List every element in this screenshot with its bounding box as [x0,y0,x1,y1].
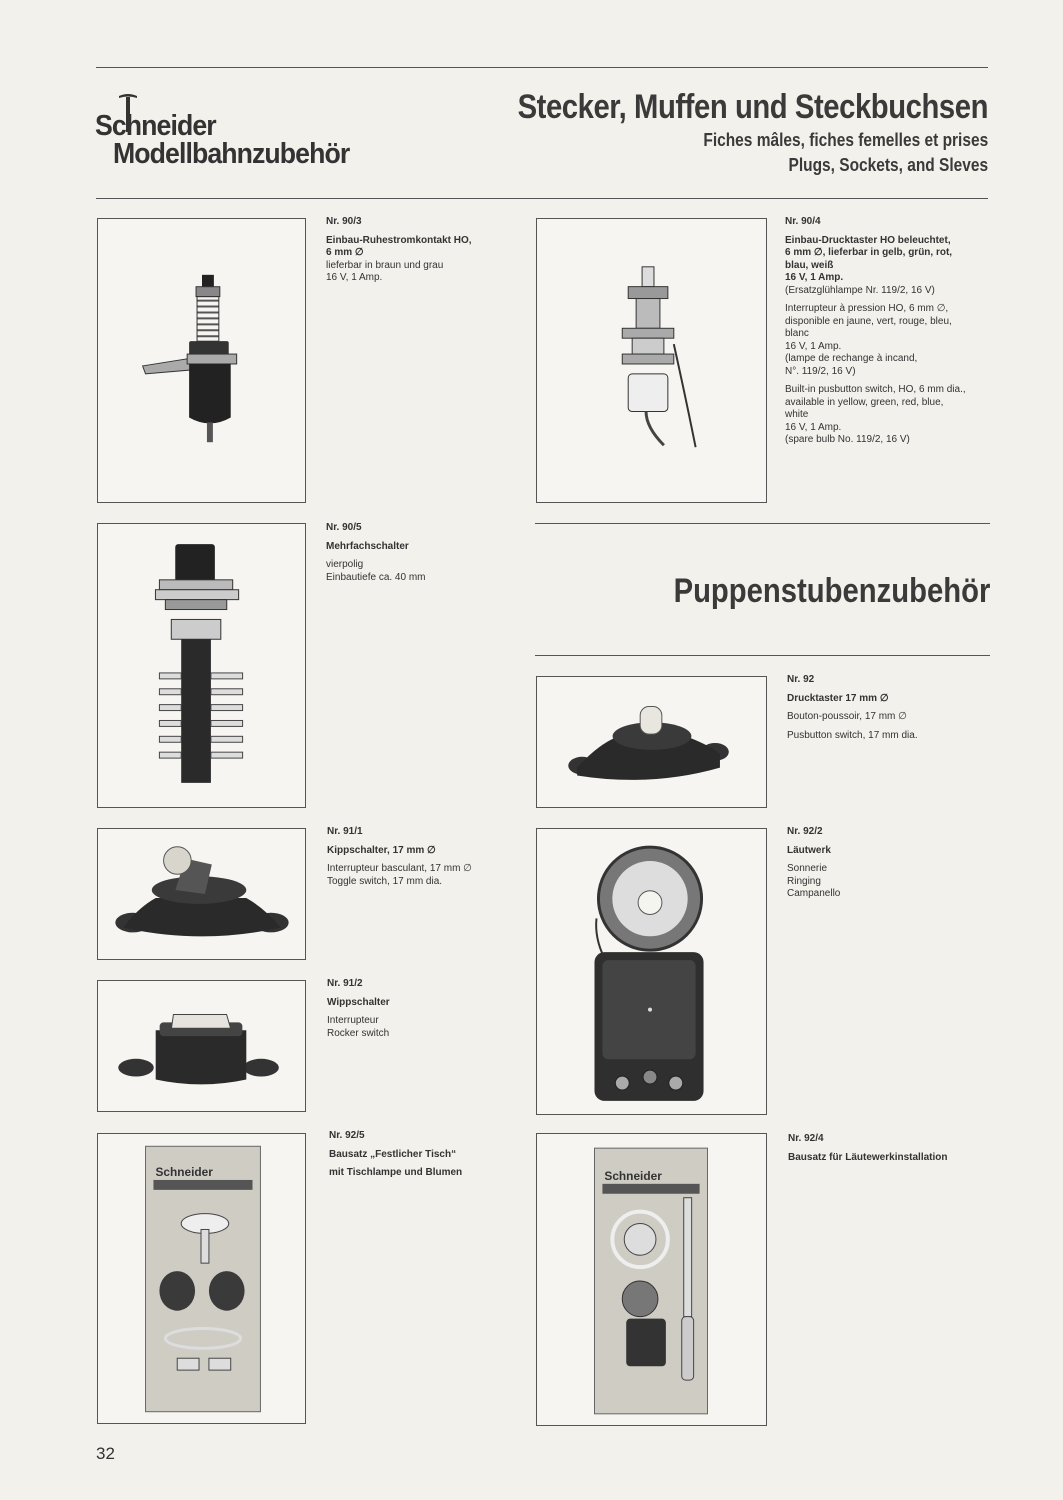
product-text-fr: Bouton-poussoir, 17 mm ∅ [787,711,907,722]
package-label: Schneider [604,1168,662,1183]
logo-line1: Schneider [95,110,216,142]
product-text: Campanello [787,888,841,899]
product-name: Drucktaster 17 mm ∅ [787,692,889,704]
pushbutton-lit-icon [537,219,766,502]
bell-icon [537,829,766,1114]
product-name: Wippschalter [327,996,390,1008]
section-rule-top [535,523,990,524]
photo-92 [536,676,767,808]
page-subtitle-en: Plugs, Sockets, and Sleves [788,155,988,175]
product-name: Bausatz „Festlicher Tisch“ [329,1148,457,1160]
package-label: Schneider [155,1164,213,1179]
product-name: mit Tischlampe und Blumen [329,1167,463,1178]
page-subtitle-fr: Fiches mâles, fiches femelles et prises [703,130,988,150]
page-number: 32 [96,1444,115,1463]
desc-92-4 [788,1133,978,1164]
header-bottom-rule [96,198,988,199]
product-name: Läutwerk [787,844,831,856]
product-note: (Ersatzglühlampe Nr. 119/2, 16 V) [785,284,935,296]
product-text: Toggle switch, 17 mm dia. [327,875,443,887]
product-number: Nr. 92/2 [787,826,823,837]
product-text: Interrupteur [327,1015,379,1026]
bell-kit-package-icon [537,1134,766,1425]
desc-92-5 [329,1130,499,1180]
product-text-fr: disponible en jaune, vert, rouge, bleu, [785,315,952,327]
product-name: blau, weiß [785,259,834,271]
photo-92-5 [97,1133,306,1424]
product-text-en: white [785,409,809,420]
product-number: Nr. 90/3 [326,216,362,227]
product-text-fr: Interrupteur à pression HO, 6 mm ∅, [785,303,949,314]
push-contact-icon [98,219,305,502]
product-text: 16 V, 1 Amp. [326,272,383,283]
product-name: Einbau-Ruhestromkontakt HO, [326,234,472,246]
photo-92-2 [536,828,767,1115]
product-text: Sonnerie [787,863,828,874]
desc-92 [787,674,977,742]
rocker-switch-icon [98,981,305,1111]
product-text: vierpolig [326,559,364,570]
top-rule [96,67,988,68]
product-number: Nr. 90/4 [785,216,821,227]
product-name: Kippschalter, 17 mm ∅ [327,844,436,856]
product-text-fr: 16 V, 1 Amp. [785,340,842,352]
photo-90-4 [536,218,767,503]
product-text-en: 16 V, 1 Amp. [785,421,842,433]
product-text: Interrupteur basculant, 17 mm ∅ [327,863,472,874]
desc-91-2 [327,978,497,1040]
product-text: lieferbar in braun und grau [326,259,444,271]
photo-92-4 [536,1133,767,1426]
product-name: 6 mm ∅ [326,247,364,258]
product-number: Nr. 91/2 [327,978,363,989]
product-name: 6 mm ∅, lieferbar in gelb, grün, rot, [785,247,953,258]
product-text-en: Built-in pusbutton switch, HO, 6 mm dia., [785,384,966,395]
section-title: Puppenstubenzubehör [673,572,990,610]
product-number: Nr. 92/4 [788,1133,824,1144]
photo-91-2 [97,980,306,1112]
page-title: Stecker, Muffen und Steckbuchsen [517,88,988,126]
kit-package-icon [98,1134,305,1423]
product-text-en: Pusbutton switch, 17 mm dia. [787,729,918,741]
product-text-fr: blanc [785,328,809,339]
desc-90-4 [785,216,975,447]
product-text: Ringing [787,875,821,887]
product-text-en: available in yellow, green, red, blue, [785,396,944,408]
product-text: Einbautiefe ca. 40 mm [326,571,426,583]
photo-90-5 [97,523,306,808]
product-name: Bausatz für Läutewerkinstallation [788,1151,948,1163]
product-name: Einbau-Drucktaster HO beleuchtet, [785,234,951,246]
desc-91-1 [327,826,497,888]
photo-91-1 [97,828,306,960]
product-name: 16 V, 1 Amp. [785,272,844,283]
product-text-fr: (lampe de rechange à incand, [785,353,918,364]
section-rule-bottom [535,655,990,656]
toggle-switch-icon [98,829,305,959]
product-number: Nr. 92/5 [329,1130,365,1141]
product-text: Rocker switch [327,1027,390,1039]
logo-line2: Modellbahnzubehör [113,138,350,170]
product-text-fr: N°. 119/2, 16 V) [785,365,856,377]
product-text-en: (spare bulb No. 119/2, 16 V) [785,434,910,445]
schneider-logo [95,92,405,176]
desc-92-2 [787,826,977,901]
pushbutton-17mm-icon [537,677,766,807]
multi-switch-icon [98,524,305,807]
desc-90-3 [326,216,496,285]
product-number: Nr. 92 [787,674,815,685]
product-number: Nr. 91/1 [327,826,363,837]
product-name: Mehrfachschalter [326,540,409,552]
product-number: Nr. 90/5 [326,522,362,533]
desc-90-5 [326,522,496,584]
photo-90-3 [97,218,306,503]
